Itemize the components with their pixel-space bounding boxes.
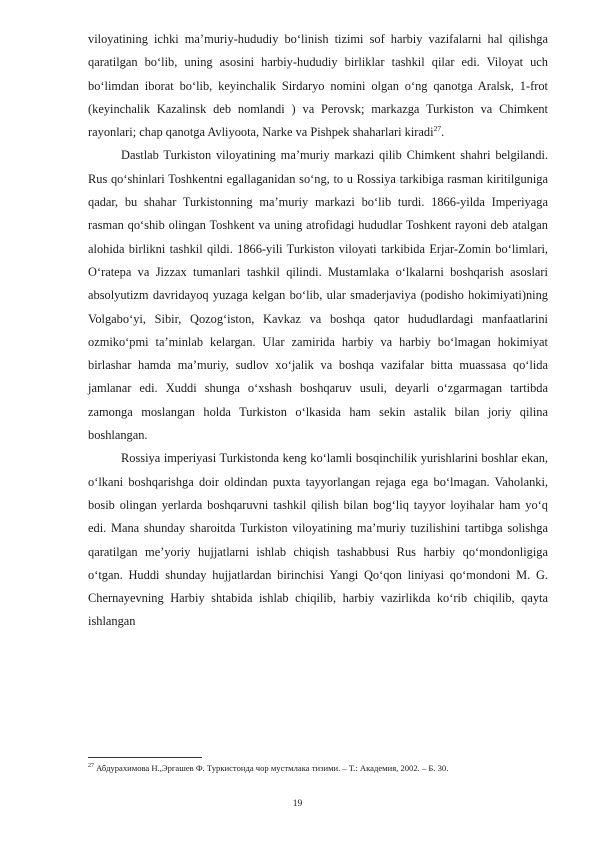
paragraph-1-text: viloyatining ichki ma’muriy-hududiy bo‘linish tizimi sof harbiy vazifalarni hal qilishga qaratilgan bo‘lib, uning asosini harbiy-hududiy birliklar tashkil qilar edi. Viloyat uch bo‘limdan iborat bo‘lib, keyinchalik Sirdaryo nomini olgan o‘ng qanotga Aralsk, 1-frot (keyinchalik Kazalinsk deb nomlandi ) va Perovsk; markazga Turkiston va Chimkent rayonlari; chap qanotga Avliyoota, Narke va Pishpek shaharlari kiradi: [88, 32, 548, 140]
paragraph-3: Rossiya imperiyasi Turkistonda keng ko‘lamli bosqinchilik yurishlarini boshlar ekan, o‘lkani boshqarishga doir oldindan puxta tayyorlangan rejaga ega bo‘lmagan. Vaholanki, bosib olingan yerlarda boshqaruvni tashkil qilish bilan bog‘liq tayyor loyihalar ham yo‘q edi. Mana shunday sharoitda Turkiston viloyatining ma’muriy tuzilishini tartibga solishga qaratilgan me’yoriy hujjatlarni ishlab chiqish tashabbusi Rus harbiy qo‘mondonligiga o‘tgan. Huddi shunday hujjatlardan birinchisi Yangi Qo‘qon liniyasi qo‘mondoni M. G. Chernayevning Harbiy shtabida ishlab chiqilib, harbiy vazirlikda ko‘rib chiqilib, qayta ishlangan: [88, 451, 548, 629]
footnote-text: Абдурахимова Н.,Эргашев Ф. Туркистонда чор мустмлака тизими. – Т.: Академия, 2002. – Б. 30.: [94, 763, 449, 773]
footnote-number: 27: [88, 763, 94, 770]
paragraph-1-end: .: [441, 125, 445, 140]
page-number: 19: [292, 799, 303, 809]
footnote-reference: 27: [433, 124, 442, 134]
paragraph-2: Dastlab Turkiston viloyatining ma’muriy markazi qilib Chimkent shahri belgilandi. Rus qo‘shinlari Toshkentni egallaganidan so‘ng, to u Rossiya tarkibiga rasman kiritilguniga qadar, bu shahar Turkistonning ma’muriy markazi bo‘lib turdi. 1866-yilda Imperiyaga rasman qo‘shib olingan Toshkent va uning atrofidagi hududlar Toshkent rayoni deb atalgan alohida birlikni tashkil qildi. 1866-yili Turkiston viloyati tarkibida Erjar-Zomin bo‘limlari, O‘ratepa va Jizzax tumanlari tashkil qilindi. Mustamlaka o‘lkalarni boshqarish asoslari absolyutizm davridayoq yuzaga kelgan bo‘lib, ular smaderjaviya (podisho hokimiyati)ning Volgabo‘yi, Sibir, Qozog‘iston, Kavkaz va boshqa qator hududlardagi manfaatlarini ozmiko‘pmi ta’minlab kelargan. Ular zamirida harbiy va harbiy bo‘lmagan hokimiyat birlashar hamda ma’muriy, sudlov xo‘jalik va boshqa vazifalar bitta muassasa qo‘lida jamlanar edi. Xuddi shunga o‘xshash boshqaruv usuli, deyarli o‘zgarmagan tartibda zamonga moslangan holda Turkiston o‘lkasida ham sekin astalik bilan joriy qilina boshlangan.: [88, 148, 548, 443]
body-text: [88, 28, 548, 634]
footnote: [88, 763, 558, 774]
paragraph-1: [88, 28, 548, 144]
footnote-divider: [88, 757, 202, 758]
